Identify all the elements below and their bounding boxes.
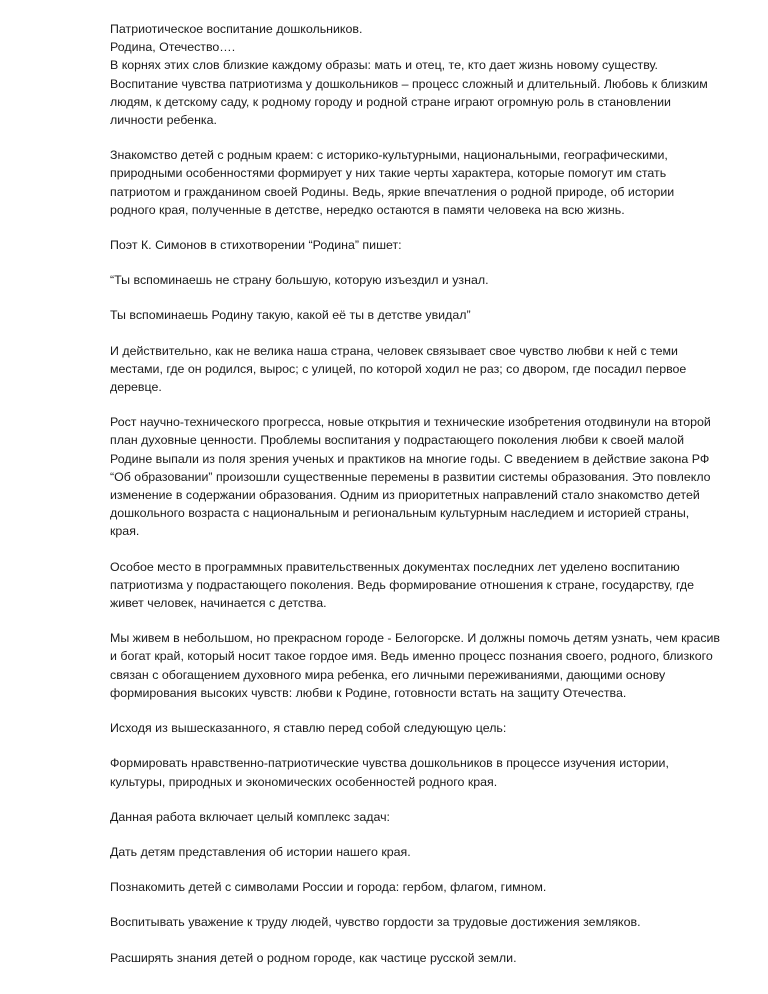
paragraph-native-land: Знакомство детей с родным краем: с историко-культурными, национальными, географическими, природными особенностями формирует у них такие черты характера, которые помогут им стать патриотом и гражданином своей Родины. Ведь, яркие впечатления о родной природе, об истории родного края, полученные в детстве, нередко остаются в памяти человека на всю жизнь. [110, 148, 675, 217]
document-page [110, 20, 722, 984]
task-city: Расширять знания детей о родном городе, как частице русской земли. [110, 950, 517, 965]
paragraph-tasks-intro: Данная работа включает целый комплекс задач: [110, 809, 390, 824]
paragraph-goal-intro: Исходя из вышесказанного, я ставлю перед собой следующую цель: [110, 721, 507, 736]
paragraph-quote-2: Ты вспоминаешь Родину такую, какой её ты в детстве увидал” [110, 308, 471, 323]
document-title: Патриотическое воспитание дошкольников. [110, 22, 363, 36]
paragraph-poet: Поэт К. Симонов в стихотворении “Родина” пишет: [110, 238, 402, 253]
paragraph-intro: В корнях этих слов близкие каждому образы: мать и отец, те, кто дает жизнь новому существу. Воспитание чувства патриотизма у дошкольников – процесс сложный и длительный. Любовь к близким людям, к детскому саду, к родному городу и родной стране играют огромную роль в становлении личности ребенка. [110, 58, 708, 128]
paragraph-special-place: Особое место в программных правительственных документах последних лет уделено воспитанию патриотизма у подрастающего поколения. Ведь формирование отношения к стране, государству, где живет человек, начинается с детства. [110, 559, 695, 611]
paragraph-indeed: И действительно, как не велика наша страна, человек связывает свое чувство любви к ней с теми местами, где он родился, вырос; с улицей, по которой ходил не раз; со двором, где посадил первое деревце. [110, 343, 687, 395]
document-subtitle: Родина, Отечество…. [110, 40, 236, 55]
task-labor: Воспитывать уважение к труду людей, чувство гордости за трудовые достижения земляков. [110, 915, 641, 930]
task-symbols: Познакомить детей с символами России и города: гербом, флагом, гимном. [110, 880, 547, 895]
document-header [110, 20, 722, 56]
paragraph-goal: Формировать нравственно-патриотические чувства дошкольников в процессе изучения истории, культуры, природных и экономических особенностей родного края. [110, 756, 669, 789]
paragraph-progress: Рост научно-технического прогресса, новые открытия и технические изобретения отодвинули на второй план духовные ценности. Проблемы воспитания у подрастающего поколения любви к своей малой Родине выпали из поля зрения ученых и практиков на многие годы. С введением в действие закона РФ “Об образовании” произошли существенные перемены в развитии системы образования. Это повлекло изменение в содержании образования. Одним из приоритетных направлений стало знакомство детей дошкольного возраста с национальным и региональным культурным наследием и историей страны, края. [110, 415, 711, 539]
task-history: Дать детям представления об истории нашего края. [110, 844, 411, 859]
paragraph-quote-1: “Ты вспоминаешь не страну большую, которую изъездил и узнал. [110, 273, 489, 288]
paragraph-belogorsk: Мы живем в небольшом, но прекрасном городе - Белогорске. И должны помочь детям узнать, чем красив и богат край, который носит такое гордое имя. Ведь именно процесс познания своего, родного, близкого связан с обогащением духовного мира ребенка, его личными переживаниями, дающими основу формирования высоких чувств: любви к Родине, готовности встать на защиту Отечества. [110, 631, 721, 700]
